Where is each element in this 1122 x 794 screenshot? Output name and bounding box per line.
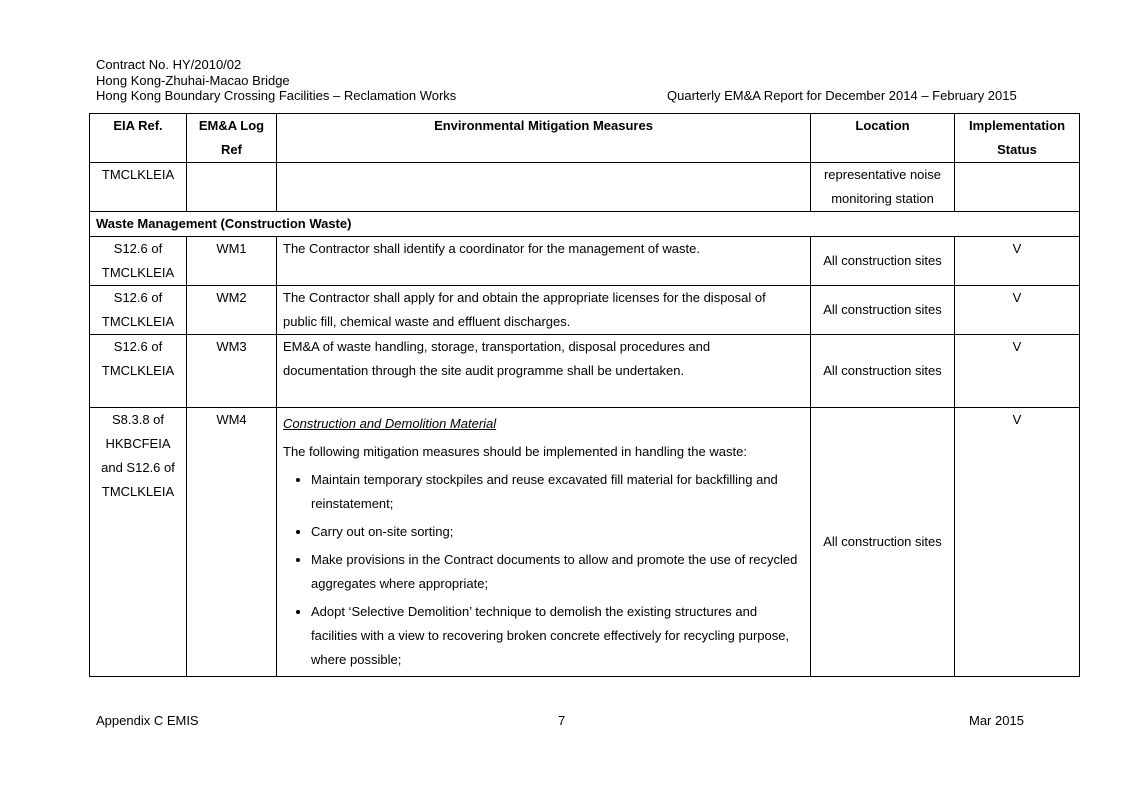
eia-ref-cell: S12.6 of TMCLKLEIA — [90, 335, 187, 408]
list-item: • Adopt ‘Selective Demolition’ technique to demolish the existing structures and facilities with a view to recovering broken concrete effectively for recycling purpose, where possible; — [311, 600, 804, 672]
measure-cell: The Contractor shall identify a coordinator for the management of waste. — [277, 237, 811, 286]
status-cell: V — [955, 237, 1080, 286]
measure-cell: The Contractor shall apply for and obtain the appropriate licenses for the disposal of public fill, chemical waste and effluent discharges. — [277, 286, 811, 335]
location-cell: All construction sites — [811, 335, 955, 408]
table-row — [90, 335, 1080, 408]
section-row — [90, 212, 1080, 237]
location-cell: All construction sites — [811, 237, 955, 286]
location-cell: representative noise monitoring station — [811, 163, 955, 212]
footer-date: Mar 2015 — [969, 713, 1024, 728]
works-name: Hong Kong Boundary Crossing Facilities – Reclamation Works — [96, 88, 457, 103]
log-ref-cell: WM3 — [187, 335, 277, 408]
header-eia-ref: EIA Ref. — [90, 114, 187, 163]
measure-intro: The following mitigation measures should be implemented in handling the waste: — [283, 444, 747, 459]
table-row — [90, 237, 1080, 286]
page-number: 7 — [558, 713, 566, 728]
measure-cell — [277, 408, 811, 677]
location-cell: All construction sites — [811, 408, 955, 677]
project-name: Hong Kong-Zhuhai-Macao Bridge — [96, 72, 290, 88]
emis-table — [89, 113, 1080, 677]
header-measures: Environmental Mitigation Measures — [277, 114, 811, 163]
measure-subtitle: Construction and Demolition Material — [283, 416, 497, 431]
header-log-ref: EM&A Log Ref — [187, 114, 277, 163]
status-cell: V — [955, 335, 1080, 408]
location-cell: All construction sites — [811, 286, 955, 335]
status-cell — [955, 163, 1080, 212]
contract-number: Contract No. HY/2010/02 — [96, 57, 242, 72]
eia-ref-cell: S8.3.8 of HKBCFEIA and S12.6 of TMCLKLEIA — [90, 408, 187, 677]
table-row — [90, 408, 1080, 677]
header-location: Location — [811, 114, 955, 163]
log-ref-cell: WM1 — [187, 237, 277, 286]
report-title: Quarterly EM&A Report for December 2014 – February 2015 — [667, 88, 1017, 103]
status-cell: V — [955, 408, 1080, 677]
measure-bullet-list — [283, 468, 804, 672]
eia-ref-cell: S12.6 of TMCLKLEIA — [90, 286, 187, 335]
list-item: • Make provisions in the Contract documents to allow and promote the use of recycled aggregates where appropriate; — [311, 548, 804, 596]
measure-cell — [277, 163, 811, 212]
footer-left: Appendix C EMIS — [96, 713, 199, 728]
eia-ref-cell: TMCLKLEIA — [90, 163, 187, 212]
log-ref-cell — [187, 163, 277, 212]
list-item: • Carry out on-site sorting; — [311, 520, 804, 544]
table-row — [90, 163, 1080, 212]
section-title: Waste Management (Construction Waste) — [90, 212, 1080, 237]
list-item: • Maintain temporary stockpiles and reuse excavated fill material for backfilling and reinstatement; — [311, 468, 804, 516]
eia-ref-cell: S12.6 of TMCLKLEIA — [90, 237, 187, 286]
log-ref-cell: WM2 — [187, 286, 277, 335]
table-header-row — [90, 114, 1080, 163]
header-status: Implementation Status — [955, 114, 1080, 163]
measure-cell: EM&A of waste handling, storage, transportation, disposal procedures and documentation through the site audit programme shall be undertaken. — [277, 335, 811, 408]
log-ref-cell: WM4 — [187, 408, 277, 677]
document-header — [96, 57, 456, 104]
status-cell: V — [955, 286, 1080, 335]
table-row — [90, 286, 1080, 335]
